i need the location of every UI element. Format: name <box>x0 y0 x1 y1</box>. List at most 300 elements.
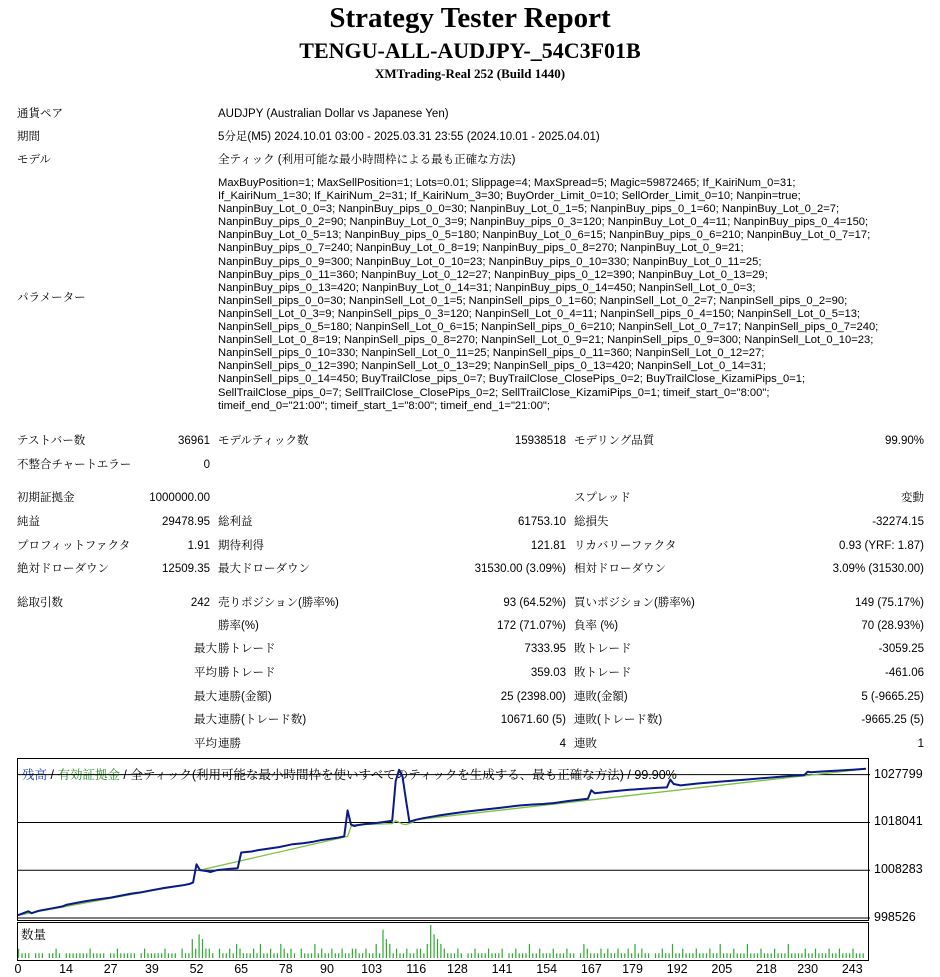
cons-money-max-label: 最大 <box>194 691 217 703</box>
volume-bar <box>342 949 343 958</box>
volume-bar <box>461 953 462 958</box>
volume-bar <box>406 949 407 958</box>
volume-bar <box>192 939 193 958</box>
long-label: 買いポジション(勝率%) <box>574 597 695 609</box>
volume-bar <box>430 925 431 958</box>
volume-bar <box>747 944 748 958</box>
trades-value: 242 <box>190 597 210 609</box>
avg-loss-label: 敗トレード <box>574 667 632 679</box>
pf-value: 1.91 <box>187 540 210 552</box>
gross-profit-label: 総利益 <box>218 516 253 528</box>
period-value: 5分足(M5) 2024.10.01 03:00 - 2025.03.31 23:55 (2024.10.01 - 2025.04.01) <box>218 131 600 143</box>
volume-bar <box>760 949 761 958</box>
cons-loss-trades-value: -9665.25 (5) <box>861 714 924 726</box>
volume-bar <box>38 953 39 958</box>
volume-bar <box>314 944 315 958</box>
legend-equity: 有効証拠金 <box>57 768 120 782</box>
volume-bar <box>723 953 724 958</box>
volume-bar <box>277 953 278 958</box>
volume-bar <box>468 953 469 958</box>
largest-label: 最大 <box>194 643 217 655</box>
volume-bar <box>662 949 663 958</box>
volume-bar <box>594 953 595 958</box>
volume-bar <box>818 953 819 958</box>
volume-bar <box>161 953 162 958</box>
volume-bar <box>607 949 608 958</box>
volume-bar <box>382 930 383 958</box>
volume-bar <box>798 953 799 958</box>
cons-loss-money-label: 連敗(金額) <box>574 691 628 703</box>
volume-bar <box>737 953 738 958</box>
volume-bar <box>168 953 169 958</box>
volume-bar <box>372 953 373 958</box>
params-line: If_KairiNum_1=30; If_KairiNum_2=31; If_KairiNum_3=30; BuyOrder_Limit_0=10; SellOrder_Limit_0=10; Nanpin=true; <box>218 190 801 203</box>
legend-balance: 残高 <box>22 768 48 782</box>
volume-bar <box>229 949 230 958</box>
volume-bar <box>689 953 690 958</box>
volume-bar <box>614 953 615 958</box>
volume-bar <box>120 953 121 958</box>
volume-bar <box>212 953 213 958</box>
symbol-label: 通貨ペア <box>17 108 63 120</box>
volume-bar <box>273 953 274 958</box>
volume-bar <box>488 949 489 958</box>
symbol-value: AUDJPY (Australian Dollar vs Japanese Yen) <box>218 108 449 120</box>
volume-bar <box>440 944 441 958</box>
volume-bar <box>423 953 424 958</box>
volume-bar <box>784 953 785 958</box>
volume-bar <box>246 953 247 958</box>
volume-bar <box>236 944 237 958</box>
volume-bar <box>25 953 26 958</box>
volume-bar <box>628 949 629 958</box>
volume-bar <box>301 949 302 958</box>
volume-bar <box>631 953 632 958</box>
volume-bar <box>512 953 513 958</box>
volume-bar <box>454 953 455 958</box>
x-tick-label: 179 <box>622 962 643 976</box>
volume-bar <box>553 949 554 958</box>
volume-bar <box>474 949 475 958</box>
volume-bar <box>696 949 697 958</box>
volume-bar <box>590 953 591 958</box>
volume-bar <box>103 953 104 958</box>
volume-bar <box>35 953 36 958</box>
volume-bar <box>597 953 598 958</box>
volume-bar <box>536 953 537 958</box>
volume-bar <box>226 953 227 958</box>
volume-bar <box>839 949 840 958</box>
volume-bar <box>154 953 155 958</box>
volume-bar <box>805 949 806 958</box>
volume-bar <box>829 949 830 958</box>
x-tick-label: 14 <box>59 962 74 976</box>
cons-loss-money-value: 5 (-9665.25) <box>861 691 924 703</box>
volume-bar <box>703 953 704 958</box>
volume-bar <box>345 953 346 958</box>
volume-bar <box>199 934 200 958</box>
short-value: 93 (64.52%) <box>503 597 566 609</box>
volume-bar <box>675 953 676 958</box>
volume-bar <box>359 953 360 958</box>
volume-bar <box>124 953 125 958</box>
volume-bar <box>399 953 400 958</box>
volume-bar <box>69 953 70 958</box>
spread-value: 変動 <box>901 492 924 504</box>
volume-bar <box>90 949 91 958</box>
long-value: 149 (75.17%) <box>854 597 924 609</box>
volume-bar <box>308 953 309 958</box>
win-rate-value: 172 (71.07%) <box>496 620 566 632</box>
volume-bar <box>280 944 281 958</box>
volume-bar <box>525 953 526 958</box>
volume-bar <box>93 953 94 958</box>
period-label: 期間 <box>17 131 40 143</box>
avg-win-value: 359.03 <box>530 667 566 679</box>
trades-label: 総取引数 <box>17 597 63 609</box>
volume-bar <box>481 953 482 958</box>
volume-bar <box>665 953 666 958</box>
volume-bar <box>447 953 448 958</box>
volume-bar <box>842 953 843 958</box>
volume-bar <box>726 953 727 958</box>
x-tick-label: 167 <box>580 962 602 976</box>
volume-bar <box>253 949 254 958</box>
server-name: XMTrading-Real 252 (Build 1440) <box>374 66 566 81</box>
params-line: NanpinBuy_pips_0_13=420; NanpinBuy_Lot_0_14=31; NanpinBuy_pips_0_14=450; NanpinSell_Lot_0_0=3; <box>218 281 756 294</box>
volume-bar <box>256 953 257 958</box>
volume-bar <box>113 953 114 958</box>
volume-bar <box>369 953 370 958</box>
volume-bar <box>580 953 581 958</box>
legend-rest: 全ティック(利用可能な最小時間枠を使いすべてのティックを生成する、最も正確な方法) / 99.90% <box>130 768 677 782</box>
volume-title: 数量 <box>21 928 47 942</box>
volume-bar <box>451 953 452 958</box>
volume-bar <box>434 934 435 958</box>
volume-bar <box>365 949 366 958</box>
params-line: NanpinBuy_pips_0_2=90; NanpinBuy_Lot_0_3=9; NanpinBuy_pips_0_3=120; NanpinBuy_Lot_0_4=11; NanpinBuy_pips_0_4=150; <box>218 216 869 229</box>
x-tick-label: 52 <box>189 962 204 976</box>
volume-bar <box>243 953 244 958</box>
volume-bar <box>669 953 670 958</box>
params-line: NanpinSell_pips_0_10=330; NanpinSell_Lot_0_11=25; NanpinSell_pips_0_11=360; NanpinSell_Lot_0_12=27; <box>218 347 765 360</box>
volume-bar <box>471 953 472 958</box>
x-tick-label: 230 <box>797 962 819 976</box>
volume-bar <box>825 953 826 958</box>
params-label: パラメーター <box>17 292 86 304</box>
abs-dd-label: 絶対ドローダウン <box>17 563 109 575</box>
volume-bar <box>325 953 326 958</box>
params-line: SellTrailClose_pips_0=7; SellTrailClose_ClosePips_0=2; SellTrailClose_KizamiPips_0=1; timeif_start_0="8:00"; <box>218 386 770 399</box>
volume-bar <box>96 953 97 958</box>
cons-wins-money-value: 25 (2398.00) <box>500 691 566 703</box>
volume-bar <box>73 953 74 958</box>
volume-bar <box>182 949 183 958</box>
gross-profit-value: 61753.10 <box>518 516 566 528</box>
x-tick-label: 192 <box>666 962 688 976</box>
x-tick-label: 243 <box>841 962 863 976</box>
x-tick-label: 205 <box>711 962 733 976</box>
volume-bar <box>849 953 850 958</box>
volume-bar <box>185 953 186 958</box>
avg-cons-loss-label: 連敗 <box>574 738 597 750</box>
volume-bar <box>328 953 329 958</box>
volume-bar <box>863 953 864 958</box>
volume-bar <box>52 953 53 958</box>
volume-bar <box>621 953 622 958</box>
rel-dd-value: 3.09% (31530.00) <box>832 563 924 575</box>
max-dd-label: 最大ドローダウン <box>218 563 310 575</box>
x-tick-label: 65 <box>234 962 249 976</box>
volume-bar <box>808 953 809 958</box>
volume-bar <box>127 953 128 958</box>
params-line: NanpinSell_pips_0_12=390; NanpinSell_Lot_0_13=29; NanpinSell_pips_0_13=420; NanpinSell_Lot_0_14=31; <box>218 360 767 373</box>
volume-bar <box>508 953 509 958</box>
win-rate-label: 勝率(%) <box>218 620 259 632</box>
volume-bar <box>239 949 240 958</box>
y-tick-label: 998526 <box>874 910 916 924</box>
volume-bar <box>709 949 710 958</box>
params-line: NanpinBuy_Lot_0_0=3; NanpinBuy_pips_0_0=30; NanpinBuy_Lot_0_1=5; NanpinBuy_pips_0_1=60; NanpinBuy_Lot_0_2=7; <box>218 203 840 216</box>
volume-bar <box>393 953 394 958</box>
volume-bar <box>202 939 203 958</box>
volume-bar <box>352 949 353 958</box>
legend-sep: / <box>119 768 131 782</box>
volume-bar <box>529 944 530 958</box>
volume-bar <box>485 953 486 958</box>
volume-bar <box>604 953 605 958</box>
volume-bar <box>410 953 411 958</box>
volume-bar <box>205 949 206 958</box>
volume-bar <box>832 953 833 958</box>
volume-bar <box>658 953 659 958</box>
quality-value: 99.90% <box>884 435 924 447</box>
mismatch-label: 不整合チャートエラー <box>17 459 132 471</box>
x-tick-label: 90 <box>320 962 334 976</box>
report-title: Strategy Tester Report <box>329 2 611 34</box>
spread-label: スプレッド <box>574 492 631 504</box>
expert-name: TENGU-ALL-AUDJPY-_54C3F01B <box>299 38 641 63</box>
volume-bar <box>28 953 29 958</box>
volume-bar <box>730 953 731 958</box>
volume-bar <box>321 949 322 958</box>
largest-loss-value: -3059.25 <box>878 643 924 655</box>
volume-bar <box>444 949 445 958</box>
volume-bar <box>502 949 503 958</box>
volume-bar <box>362 953 363 958</box>
volume-bar <box>645 953 646 958</box>
largest-win-value: 7333.95 <box>524 643 566 655</box>
volume-bar <box>638 953 639 958</box>
volume-bar <box>417 949 418 958</box>
y-tick-label: 1018041 <box>874 814 923 829</box>
volume-bar <box>781 953 782 958</box>
volume-bar <box>141 953 142 958</box>
x-tick-label: 154 <box>536 962 558 976</box>
volume-bar <box>331 949 332 958</box>
volume-bar <box>686 953 687 958</box>
gross-loss-value: -32274.15 <box>872 516 924 528</box>
ticks-label: モデルティック数 <box>218 435 309 447</box>
volume-bar <box>692 953 693 958</box>
volume-bar <box>856 953 857 958</box>
volume-bar <box>624 953 625 958</box>
balance-series-line <box>18 769 866 915</box>
volume-bar <box>457 949 458 958</box>
x-tick-label: 103 <box>361 962 383 976</box>
avg-cons-wins-value: 4 <box>559 738 566 750</box>
volume-bar <box>338 953 339 958</box>
params-line: NanpinBuy_pips_0_7=240; NanpinBuy_Lot_0_8=19; NanpinBuy_pips_0_8=270; NanpinBuy_Lot_0_9=21; <box>218 242 744 255</box>
largest-win-label: 勝トレード <box>218 643 276 655</box>
volume-bar <box>287 953 288 958</box>
x-tick-label: 218 <box>755 962 777 976</box>
volume-bar <box>733 949 734 958</box>
recovery-value: 0.93 (YRF: 1.87) <box>838 540 924 552</box>
volume-bar <box>699 953 700 958</box>
volume-bar <box>158 953 159 958</box>
volume-bar <box>59 953 60 958</box>
average-label: 平均 <box>194 667 217 679</box>
volume-bar <box>549 953 550 958</box>
volume-bar <box>743 953 744 958</box>
y-tick-label: 1027799 <box>874 766 923 781</box>
loss-rate-value: 70 (28.93%) <box>861 620 924 632</box>
cons-wins-trades-value: 10671.60 (5) <box>500 714 566 726</box>
volume-bar <box>788 944 789 958</box>
volume-bar <box>583 944 584 958</box>
volume-bar <box>219 949 220 958</box>
volume-bar <box>117 949 118 958</box>
abs-dd-value: 12509.35 <box>162 563 210 575</box>
params-line: NanpinSell_pips_0_5=180; NanpinSell_Lot_0_6=15; NanpinSell_pips_0_6=210; NanpinSell_Lot_0_7=17; NanpinSell_pips_0_7=240; <box>218 321 879 334</box>
short-label: 売りポジション(勝率%) <box>218 597 339 609</box>
volume-bar <box>587 949 588 958</box>
volume-bar <box>379 953 380 958</box>
volume-bar <box>716 953 717 958</box>
volume-bar <box>18 949 19 958</box>
ticks-value: 15938518 <box>514 435 566 447</box>
volume-bar <box>318 953 319 958</box>
volume-bar <box>539 949 540 958</box>
x-tick-label: 116 <box>406 962 427 976</box>
volume-bar <box>171 953 172 958</box>
volume-bar <box>570 953 571 958</box>
params-line: NanpinSell_pips_0_14=450; BuyTrailClose_pips_0=7; BuyTrailClose_ClosePips_0=2; BuyTrailClose_KizamiPips_0=1; <box>218 373 806 386</box>
avg-cons-label: 平均 <box>194 738 217 750</box>
volume-bar <box>543 953 544 958</box>
max-dd-value: 31530.00 (3.09%) <box>474 563 566 575</box>
volume-bar <box>498 953 499 958</box>
volume-bar <box>566 949 567 958</box>
volume-bar <box>250 953 251 958</box>
volume-bar <box>563 953 564 958</box>
volume-bar <box>403 953 404 958</box>
volume-bar <box>778 953 779 958</box>
volume-bar <box>396 949 397 958</box>
volume-bar <box>556 953 557 958</box>
legend-sep: / <box>47 768 58 782</box>
volume-bar <box>66 953 67 958</box>
volume-bar <box>348 953 349 958</box>
expected-value: 121.81 <box>530 540 566 552</box>
volume-bar <box>233 953 234 958</box>
quality-label: モデリング品質 <box>574 435 655 447</box>
volume-bar <box>195 949 196 958</box>
volume-bar <box>49 953 50 958</box>
largest-loss-label: 敗トレード <box>574 643 632 655</box>
volume-bar <box>679 953 680 958</box>
volume-bar <box>376 944 377 958</box>
params-line: NanpinBuy_pips_0_11=360; NanpinBuy_Lot_0_12=27; NanpinBuy_pips_0_12=390; NanpinBuy_Lot_0_13=29; <box>218 268 768 281</box>
volume-bar <box>386 939 387 958</box>
volume-bar <box>754 953 755 958</box>
x-tick-label: 128 <box>447 962 468 976</box>
volume-bar <box>420 949 421 958</box>
bars-value: 36961 <box>178 435 210 447</box>
recovery-label: リカバリーファクタ <box>574 540 677 552</box>
volume-bar <box>532 953 533 958</box>
volume-bar <box>706 953 707 958</box>
net-label: 純益 <box>17 516 40 528</box>
loss-rate-label: 負率 (%) <box>574 620 619 632</box>
volume-bar <box>655 953 656 958</box>
deposit-label: 初期証拠金 <box>17 492 75 504</box>
model-value: 全ティック (利用可能な最小時間枠による最も正確な方法) <box>218 154 516 166</box>
volume-bar <box>560 953 561 958</box>
volume-bar <box>740 953 741 958</box>
cons-loss-trades-label: 連敗(トレード数) <box>574 714 663 726</box>
volume-bar <box>79 953 80 958</box>
deposit-value: 1000000.00 <box>149 492 210 504</box>
mismatch-value: 0 <box>203 459 210 471</box>
volume-bar <box>617 949 618 958</box>
volume-bar <box>522 953 523 958</box>
pf-label: プロフィットファクタ <box>17 540 131 552</box>
volume-bar <box>846 953 847 958</box>
volume-bar <box>801 953 802 958</box>
volume-bar <box>600 949 601 958</box>
volume-bar <box>791 953 792 958</box>
volume-bar <box>437 939 438 958</box>
volume-bar <box>812 953 813 958</box>
params-line: MaxBuyPosition=1; MaxSellPosition=1; Lots=0.01; Slippage=4; MaxSpread=5; Magic=59872465; If_KairiNum_0=31; <box>218 177 796 189</box>
volume-bar <box>134 953 135 958</box>
volume-bar <box>21 953 22 958</box>
volume-bar <box>164 949 165 958</box>
volume-bar <box>495 953 496 958</box>
net-value: 29478.95 <box>162 516 210 528</box>
volume-bar <box>76 953 77 958</box>
volume-bar <box>795 953 796 958</box>
volume-bar <box>757 953 758 958</box>
cons-wins-money-label: 連勝(金額) <box>218 691 272 703</box>
volume-bar <box>355 949 356 958</box>
volume-bar <box>147 953 148 958</box>
volume-bar <box>413 953 414 958</box>
volume-bar <box>110 953 111 958</box>
equity-series-line <box>18 769 866 915</box>
volume-bar <box>263 953 264 958</box>
params-line: NanpinBuy_Lot_0_5=13; NanpinBuy_pips_0_5=180; NanpinBuy_Lot_0_6=15; NanpinBuy_pips_0_6=210; NanpinBuy_Lot_0_7=17; <box>218 229 871 242</box>
volume-bar <box>750 953 751 958</box>
volume-bar <box>720 944 721 958</box>
volume-bar <box>260 944 261 958</box>
volume-bar <box>682 949 683 958</box>
volume-bar <box>774 949 775 958</box>
volume-bar <box>767 953 768 958</box>
volume-bar <box>100 953 101 958</box>
